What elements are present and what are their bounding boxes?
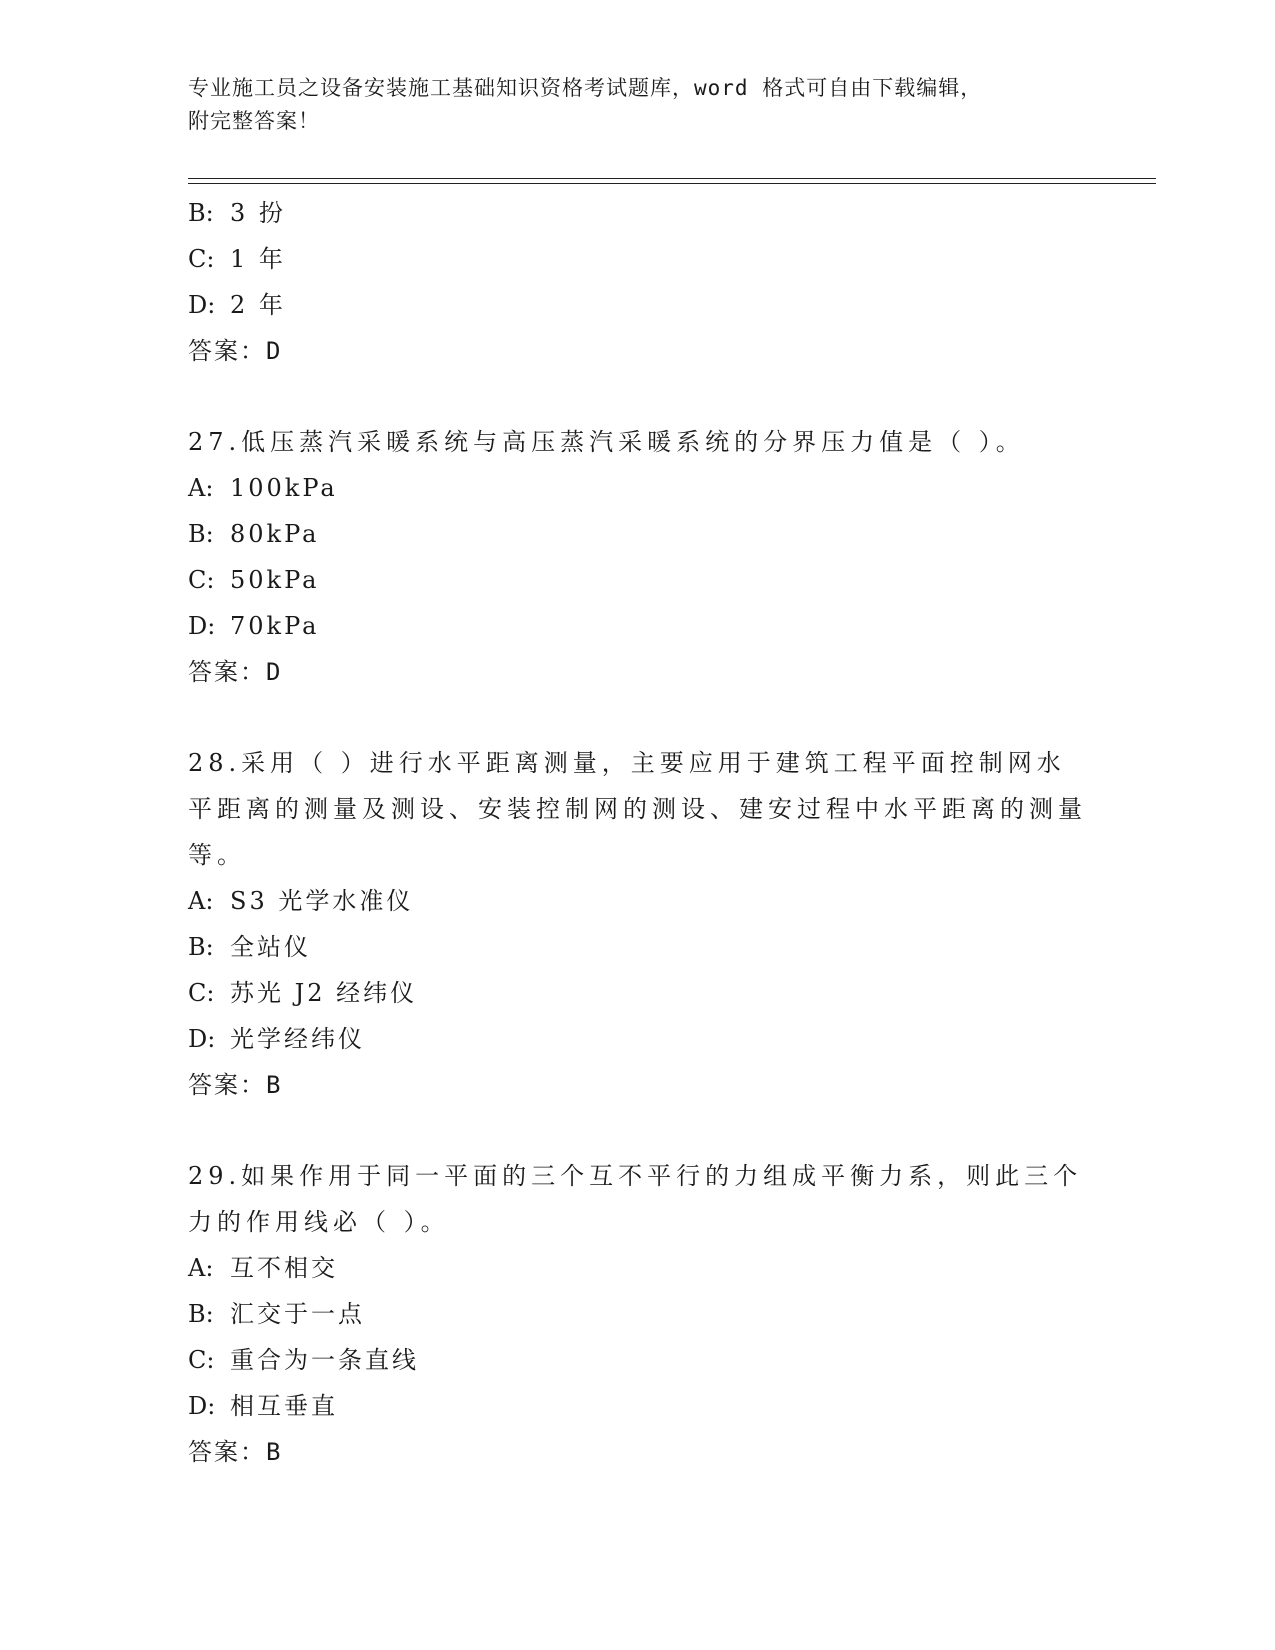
header-line-2: 附完整答案！ xyxy=(188,109,320,133)
option-d: D: 2 年 xyxy=(188,291,286,319)
option-b: B: 80kPa xyxy=(188,520,320,548)
prev-question-block xyxy=(188,190,1088,374)
option-b: B: 汇交于一点 xyxy=(188,1300,365,1328)
answer-line: 答案：B xyxy=(188,1438,283,1466)
option-c: C: 1 年 xyxy=(188,245,286,273)
answer-line: 答案：B xyxy=(188,1071,283,1099)
header-rule-thick xyxy=(188,178,1156,179)
option-c: C: 重合为一条直线 xyxy=(188,1346,419,1374)
question-stem: 28.采用（ ）进行水平距离测量，主要应用于建筑工程平面控制网水平距离的测量及测设、安装控制网的测设、建安过程中水平距离的测量等。 xyxy=(188,749,1087,869)
question-28 xyxy=(188,740,1088,1108)
option-c: C: 50kPa xyxy=(188,566,320,594)
option-a: A: 互不相交 xyxy=(188,1254,338,1282)
option-c: C: 苏光 J2 经纬仪 xyxy=(188,979,418,1007)
option-b: B: 全站仪 xyxy=(188,933,311,961)
option-d: D: 相互垂直 xyxy=(188,1392,338,1420)
option-a: A: S3 光学水准仪 xyxy=(188,887,414,915)
option-a: A: 100kPa xyxy=(188,474,338,502)
question-27 xyxy=(188,419,1088,695)
option-b: B: 3 扮 xyxy=(188,199,286,227)
question-29 xyxy=(188,1153,1088,1475)
page-header xyxy=(188,72,1068,138)
header-line-1: 专业施工员之设备安装施工基础知识资格考试题库，word 格式可自由下载编辑， xyxy=(188,76,983,100)
question-stem: 29.如果作用于同一平面的三个互不平行的力组成平衡力系，则此三个力的作用线必（ ）。 xyxy=(188,1162,1083,1236)
option-d: D: 光学经纬仪 xyxy=(188,1025,365,1053)
header-rule-thin xyxy=(188,183,1156,184)
answer-line: 答案：D xyxy=(188,337,283,365)
question-stem: 27.低压蒸汽采暖系统与高压蒸汽采暖系统的分界压力值是（ ）。 xyxy=(188,428,1025,456)
option-d: D: 70kPa xyxy=(188,612,320,640)
answer-line: 答案：D xyxy=(188,658,283,686)
question-list xyxy=(188,190,1088,1475)
